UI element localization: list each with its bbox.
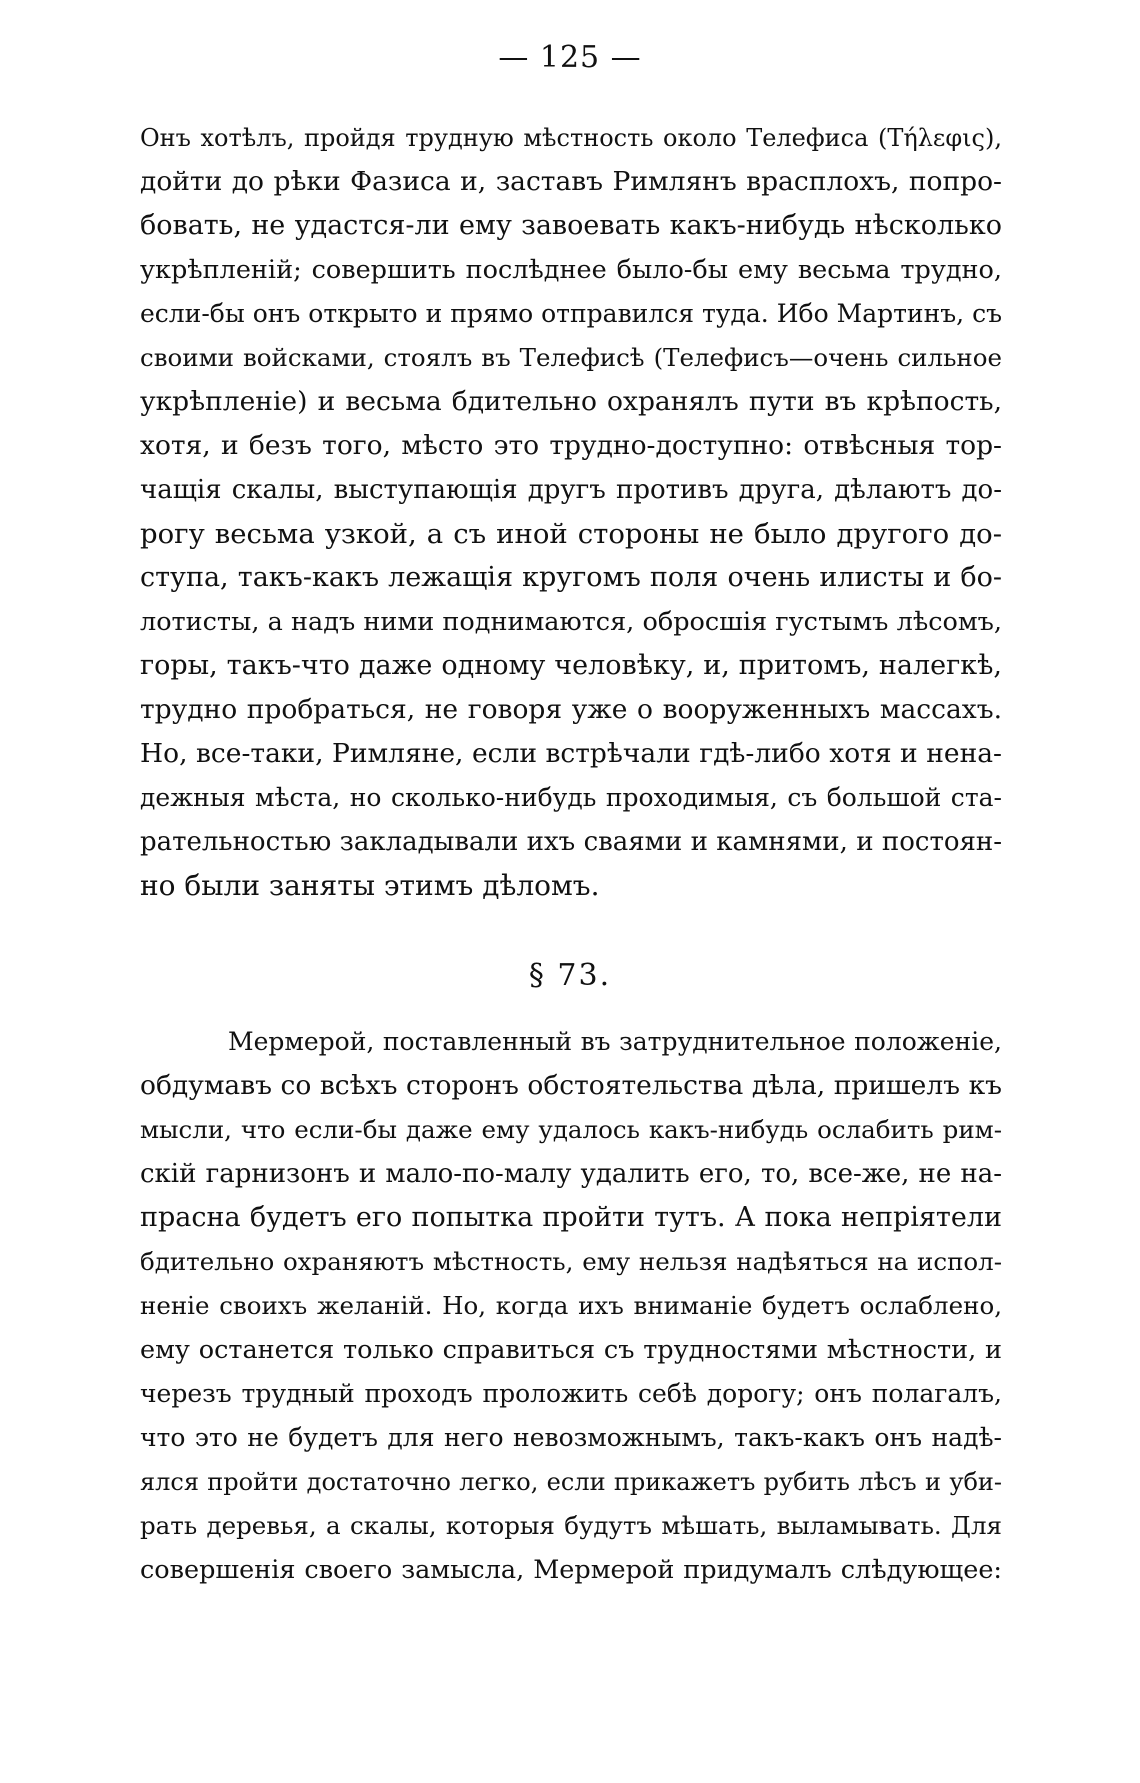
text-line: неніе своихъ желаній. Но, когда ихъ вниманіе будетъ ослаблено, [140,1291,1002,1320]
text-line: что это не будетъ для него невозможнымъ, такъ-какъ онъ надѣ- [140,1423,1002,1452]
text-line: дежныя мѣста, но сколько-нибудь проходимыя, съ большой ста- [140,783,1002,812]
text-line: рогу весьма узкой, а съ иной стороны не было другого до- [140,518,1002,550]
text-line: рать деревья, а скалы, которыя будутъ мѣшать, выламывать. Для [140,1511,1002,1540]
text-line: дойти до рѣки Фазиса и, заставъ Римлянъ врасплохъ, попро- [140,166,1002,197]
text-line: бовать, не удастся-ли ему завоевать какъ-нибудь нѣсколько [140,210,1002,241]
text-line: Онъ хотѣлъ, пройдя трудную мѣстность около Телефиса (Τήλεφις), [140,124,1002,152]
text-line: но были заняты этимъ дѣломъ. [140,869,600,902]
text-line: чащія скалы, выступающія другъ противъ друга, дѣлаютъ до- [140,475,1002,505]
text-line: черезъ трудный проходъ проложить себѣ дорогу; онъ полагалъ, [140,1379,1002,1408]
paragraph-2 [140,1020,1002,1592]
text-line: обдумавъ со всѣхъ сторонъ обстоятельства дѣла, пришелъ къ [140,1070,1002,1101]
text-line: хотя, и безъ того, мѣсто это трудно-доступно: отвѣсныя тор- [140,430,1002,461]
text-line: прасна будетъ его попытка пройти тутъ. А пока непріятели [140,1202,1002,1233]
text-line: лотисты, а надъ ними поднимаются, обросшія густымъ лѣсомъ, [140,607,1002,637]
text-line: укрѣпленіе) и весьма бдительно охранялъ пути въ крѣпость, [140,386,1002,417]
section-heading: § 73. [528,958,612,993]
text-line: бдительно охраняютъ мѣстность, ему нельзя надѣяться на испол- [140,1247,1002,1276]
text-line: ялся пройти достаточно легко, если прикажетъ рубить лѣсъ и уби- [140,1468,1002,1496]
text-line: ему останется только справиться съ трудностями мѣстности, и [140,1335,1002,1365]
page-number: — 125 — [498,40,642,75]
text-line: мысли, что если-бы даже ему удалось какъ-нибудь ослабить рим- [140,1115,1002,1144]
text-line: если-бы онъ открыто и прямо отправился туда. Ибо Мартинъ, съ [140,299,1002,328]
text-line: ступа, такъ-какъ лежащія кругомъ поля очень илисты и бо- [140,562,1002,593]
text-line: своими войсками, стоялъ въ Телефисѣ (Телефисъ—очень сильное [140,343,1002,372]
text-line: Мермерой, поставленный въ затруднительное положеніе, [228,1027,1002,1056]
text-line: совершенія своего замысла, Мермерой придумалъ слѣдующее: [140,1555,1002,1585]
paragraph-1 [140,116,1002,908]
text-line: Но, все-таки, Римляне, если встрѣчали гдѣ-либо хотя и нена- [140,738,1002,769]
text-line: скій гарнизонъ и мало-по-малу удалить его, то, все-же, не на- [140,1159,1002,1189]
text-line: рательностью закладывали ихъ сваями и камнями, и постоян- [140,827,1002,857]
text-line: укрѣпленій; совершить послѣднее было-бы ему весьма трудно, [140,255,1002,285]
text-line: горы, такъ-что даже одному человѣку, и, притомъ, налегкѣ, [140,650,1002,681]
text-line: трудно пробраться, не говоря уже о вооруженныхъ массахъ. [140,694,1002,725]
